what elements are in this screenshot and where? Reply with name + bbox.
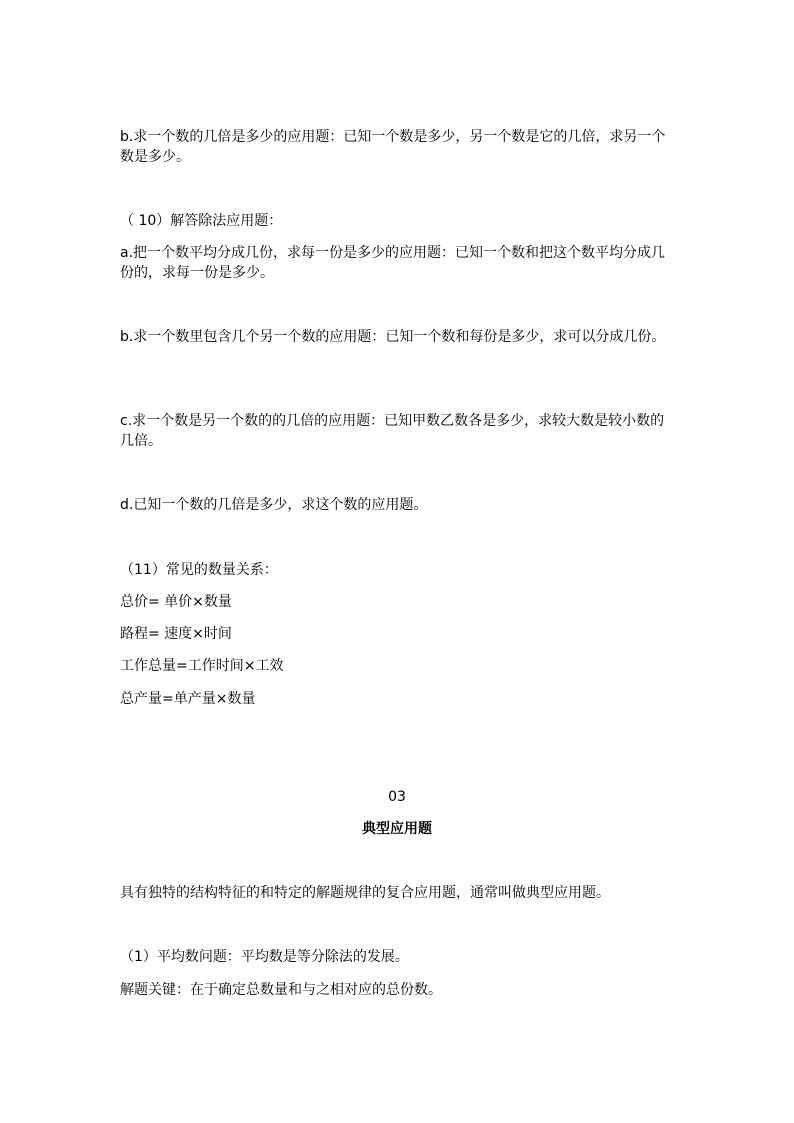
paragraph-division-item-d: d.已知一个数的几倍是多少，求这个数的应用题。 <box>120 497 428 513</box>
heading-division-problems: （ 10）解答除法应用题： <box>120 213 283 229</box>
heading-quantity-relations: （11）常见的数量关系： <box>120 562 278 578</box>
chapter-number: 03 <box>388 789 406 805</box>
paragraph-average-key: 解题关键：在于确定总数量和与之相对应的总份数。 <box>120 982 442 998</box>
relation-total-price: 总价= 单价×数量 <box>120 594 232 610</box>
paragraph-multiple-problem: b.求一个数的几倍是多少的应用题：已知一个数是多少，另一个数是它的几倍，求另一个数是多少。 <box>120 129 666 165</box>
relation-work-total: 工作总量=工作时间×工效 <box>120 658 284 674</box>
paragraph-division-item-b: b.求一个数里包含几个另一个数的应用题：已知一个数和每份是多少，求可以分成几份。 <box>120 329 666 345</box>
heading-average-problem: （1）平均数问题：平均数是等分除法的发展。 <box>120 949 409 965</box>
relation-total-output: 总产量=单产量×数量 <box>120 691 256 707</box>
relation-distance: 路程= 速度×时间 <box>120 626 232 642</box>
chapter-title: 典型应用题 <box>362 821 432 837</box>
paragraph-division-item-c: c.求一个数是另一个数的的几倍的应用题：已知甲数乙数各是多少，求较大数是较小数的几倍。 <box>120 413 665 449</box>
paragraph-typical-intro: 具有独特的结构特征的和特定的解题规律的复合应用题，通常叫做典型应用题。 <box>120 885 610 901</box>
paragraph-division-item-a: a.把一个数平均分成几份，求每一份是多少的应用题：已知一个数和把这个数平均分成几份的，求每一份是多少。 <box>120 245 666 281</box>
